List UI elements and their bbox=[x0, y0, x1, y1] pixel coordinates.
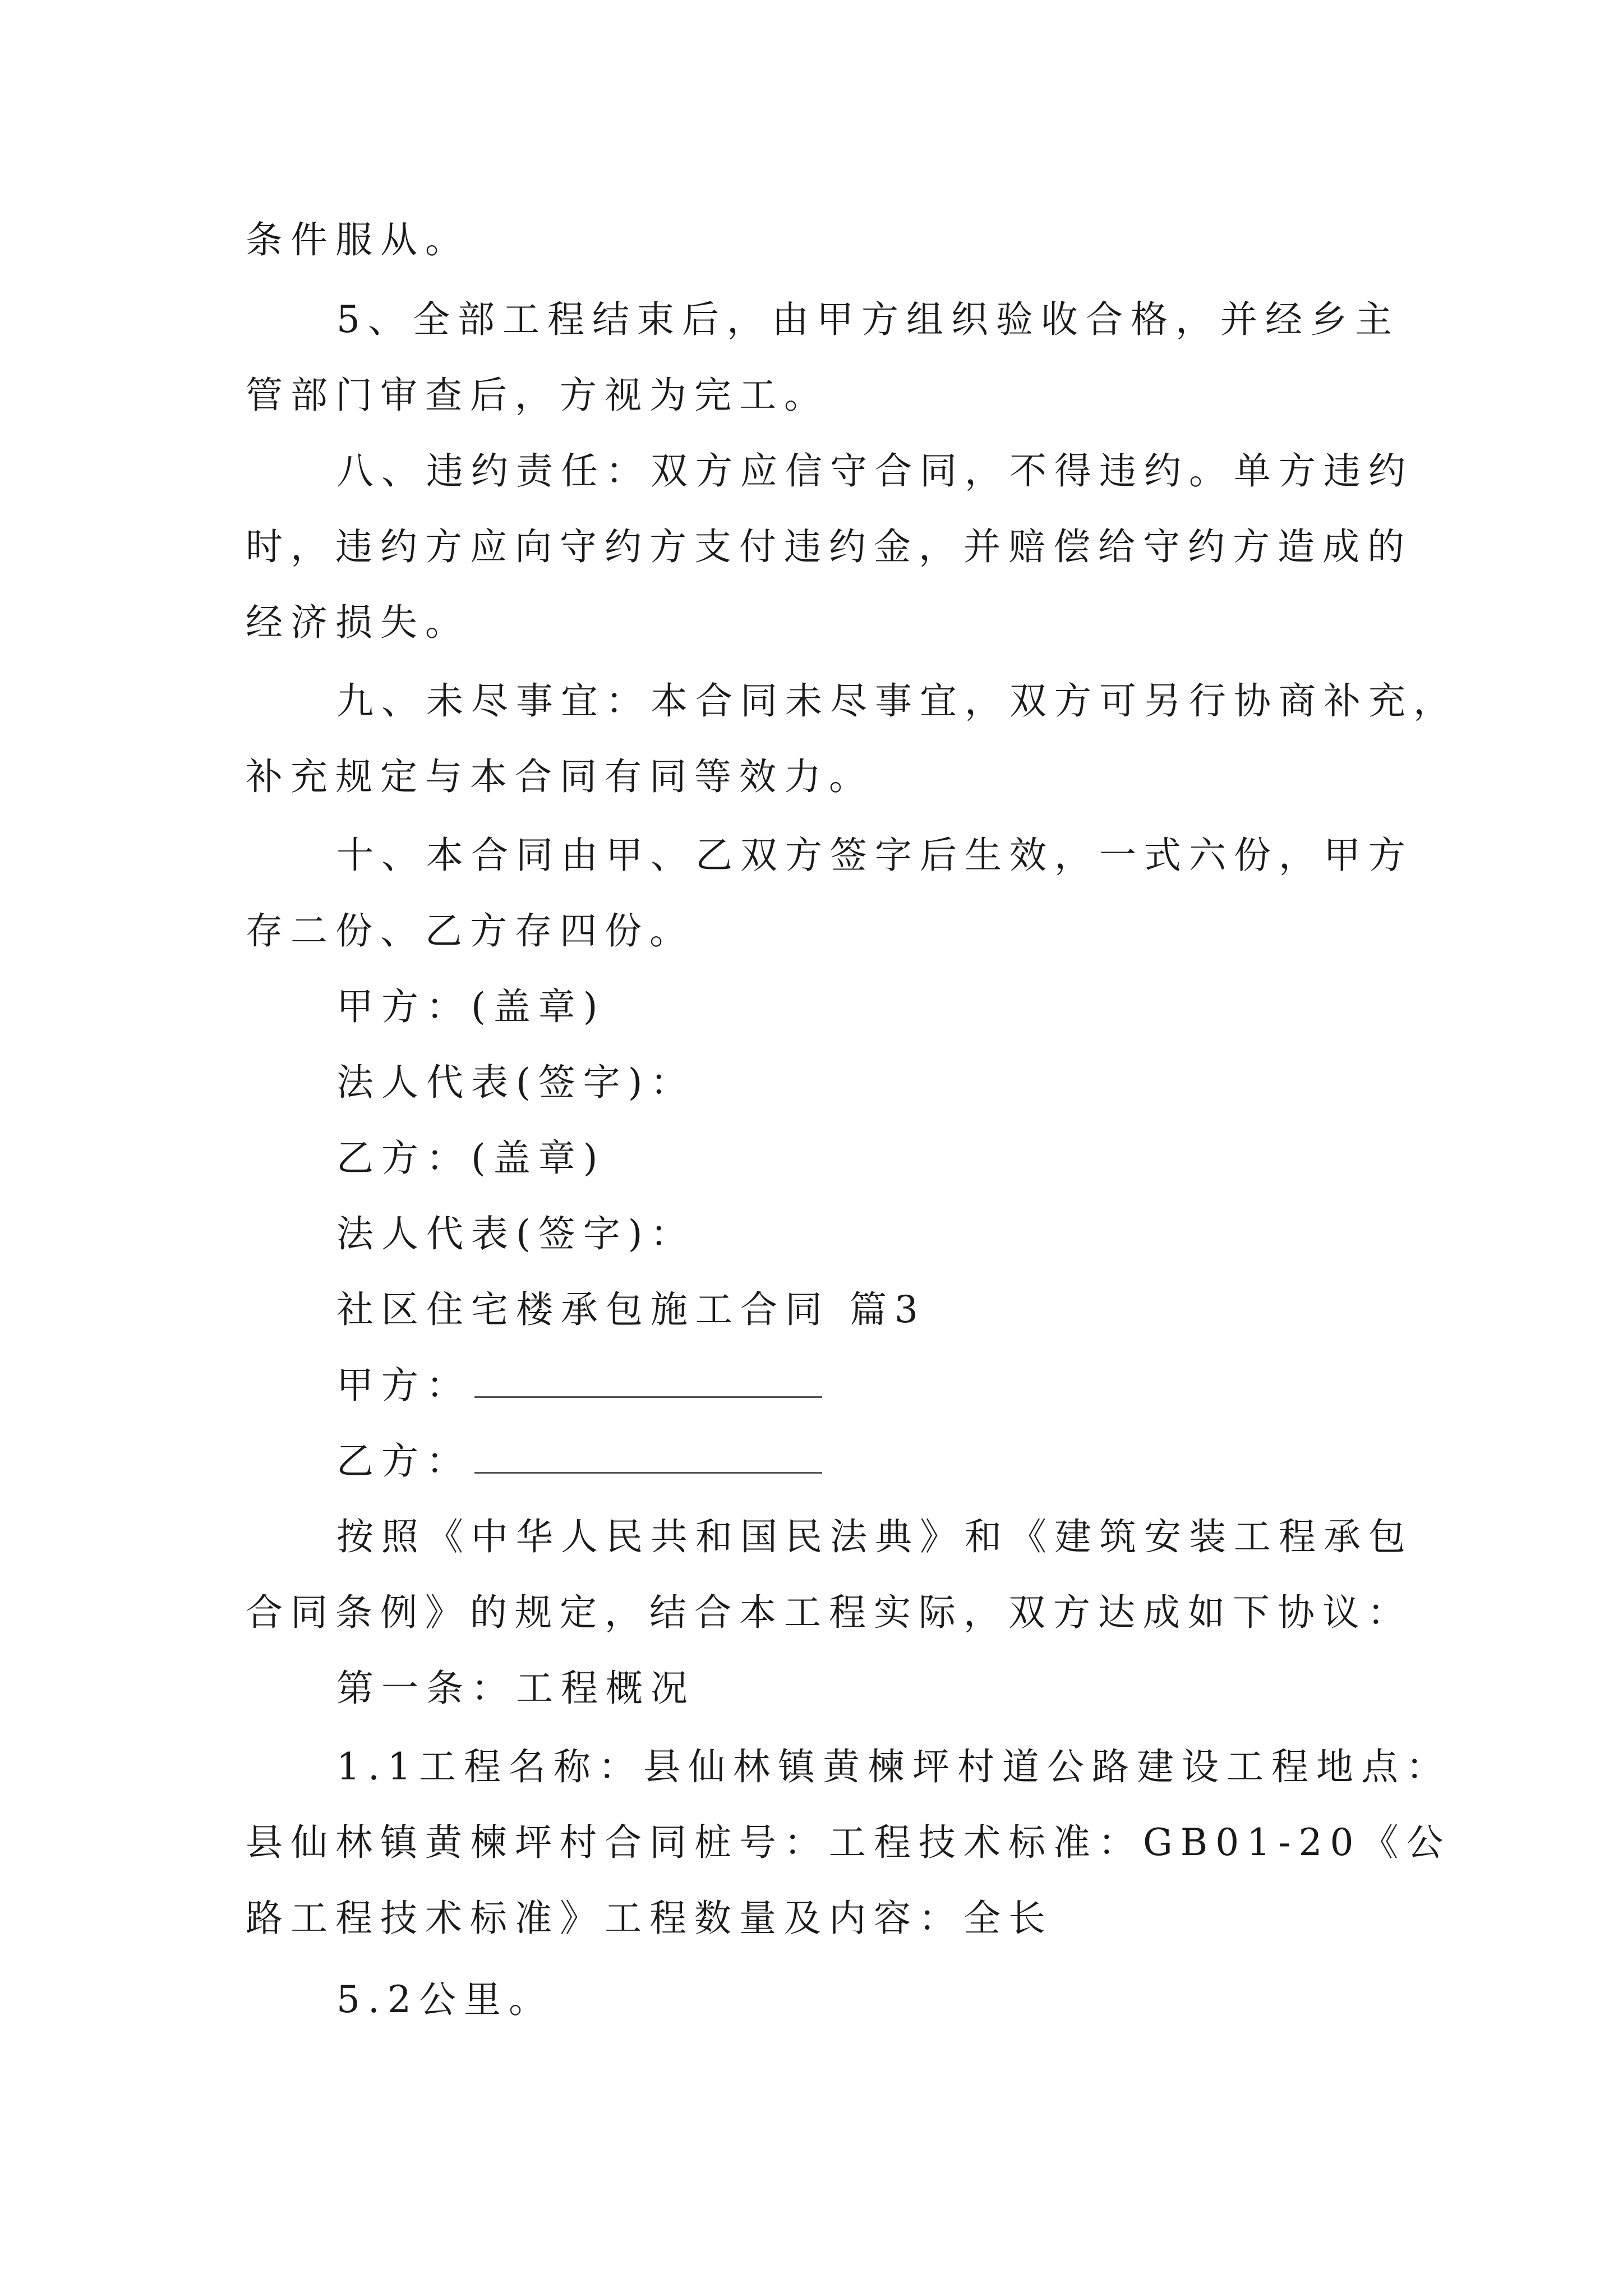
party-b-blank-line bbox=[474, 1444, 822, 1474]
paragraph-line: 十、本合同由甲、乙双方签字后生效，一式六份，甲方 bbox=[336, 834, 1413, 877]
paragraph-line: 管部门审查后，方视为完工。 bbox=[246, 374, 829, 417]
paragraph-line: 存二份、乙方存四份。 bbox=[246, 909, 694, 953]
paragraph-line: 经济损失。 bbox=[246, 601, 470, 644]
paragraph-line: 九、未尽事宜：本合同未尽事宜，双方可另行协商补充， bbox=[336, 679, 1458, 723]
party-a-blank-line bbox=[474, 1368, 822, 1398]
section-heading: 社区住宅楼承包施工合同 篇3 bbox=[336, 1288, 926, 1331]
party-a-label: 甲方： bbox=[336, 1364, 471, 1407]
signature-party-b: 乙方：(盖章) bbox=[336, 1137, 606, 1180]
paragraph-line: 时，违约方应向守约方支付违约金，并赔偿给守约方造成的 bbox=[246, 525, 1412, 568]
paragraph-line: 1.1工程名称：县仙林镇黄楝坪村道公路建设工程地点： bbox=[336, 1745, 1451, 1788]
paragraph-line: 路工程技术标准》工程数量及内容：全长 bbox=[246, 1897, 1053, 1940]
paragraph-line: 补充规定与本合同有同等效力。 bbox=[246, 755, 874, 798]
paragraph-line: 条件服从。 bbox=[246, 218, 470, 261]
paragraph-line: 合同条例》的规定，结合本工程实际，双方达成如下协议： bbox=[246, 1591, 1412, 1634]
paragraph-line: 县仙林镇黄楝坪村合同桩号：工程技术标准：GB01-20《公 bbox=[246, 1821, 1451, 1864]
party-a-field bbox=[336, 1363, 822, 1408]
signature-legal-rep-b: 法人代表(签字)： bbox=[336, 1212, 695, 1255]
paragraph-line: 按照《中华人民共和国民法典》和《建筑安装工程承包 bbox=[336, 1515, 1413, 1558]
paragraph-line: 5.2公里。 bbox=[336, 1978, 554, 2021]
paragraph-line: 5、全部工程结束后，由甲方组织验收合格，并经乡主 bbox=[336, 298, 1400, 341]
article-heading: 第一条：工程概况 bbox=[336, 1667, 695, 1710]
party-b-label: 乙方： bbox=[336, 1439, 471, 1483]
signature-party-a: 甲方：(盖章) bbox=[336, 985, 606, 1028]
paragraph-line: 八、违约责任：双方应信守合同，不得违约。单方违约 bbox=[336, 449, 1413, 493]
party-b-field bbox=[336, 1439, 822, 1484]
signature-legal-rep-a: 法人代表(签字)： bbox=[336, 1061, 695, 1104]
